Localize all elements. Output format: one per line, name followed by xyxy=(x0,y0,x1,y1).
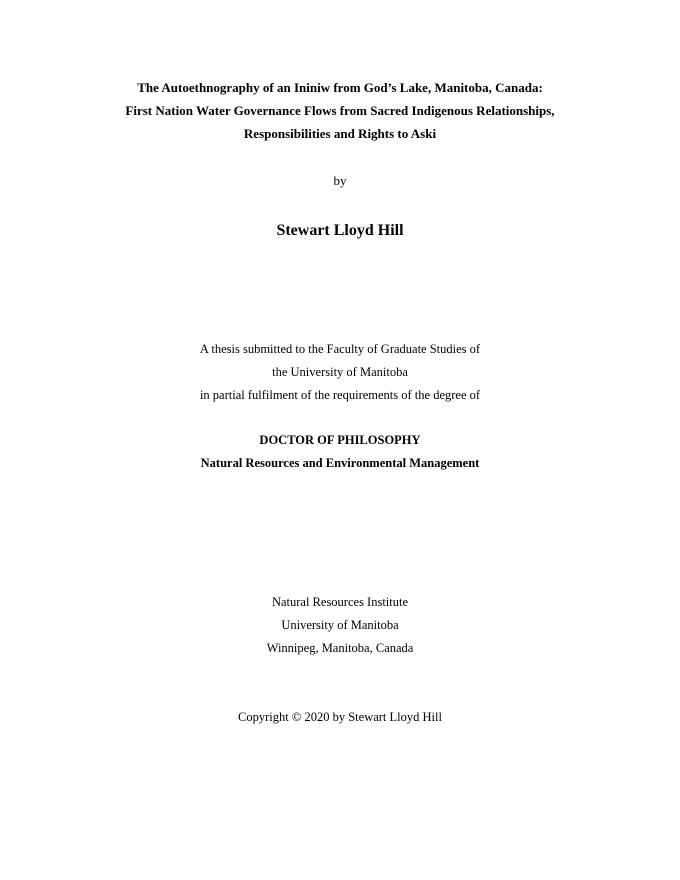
degree-program: Natural Resources and Environmental Management xyxy=(200,456,480,470)
submission-line-2: the University of Manitoba xyxy=(272,365,408,379)
institution-location: Winnipeg, Manitoba, Canada xyxy=(266,641,414,655)
institution-line-2: University of Manitoba xyxy=(281,618,399,632)
degree-name: DOCTOR OF PHILOSOPHY xyxy=(259,433,421,447)
thesis-title-line-2: First Nation Water Governance Flows from Sacred Indigenous Relationships, xyxy=(125,103,555,118)
author-name: Stewart Lloyd Hill xyxy=(276,222,404,239)
thesis-title-line-1: The Autoethnography of an Ininiw from God’s Lake, Manitoba, Canada: xyxy=(137,80,543,95)
copyright-notice: Copyright © 2020 by Stewart Lloyd Hill xyxy=(238,710,442,724)
thesis-title-line-3: Responsibilities and Rights to Aski xyxy=(243,126,437,141)
submission-line-3: in partial fulfilment of the requirements of the degree of xyxy=(199,388,481,402)
institution-line-1: Natural Resources Institute xyxy=(271,595,409,609)
by-label: by xyxy=(333,173,347,188)
submission-line-1: A thesis submitted to the Faculty of Graduate Studies of xyxy=(199,342,481,356)
